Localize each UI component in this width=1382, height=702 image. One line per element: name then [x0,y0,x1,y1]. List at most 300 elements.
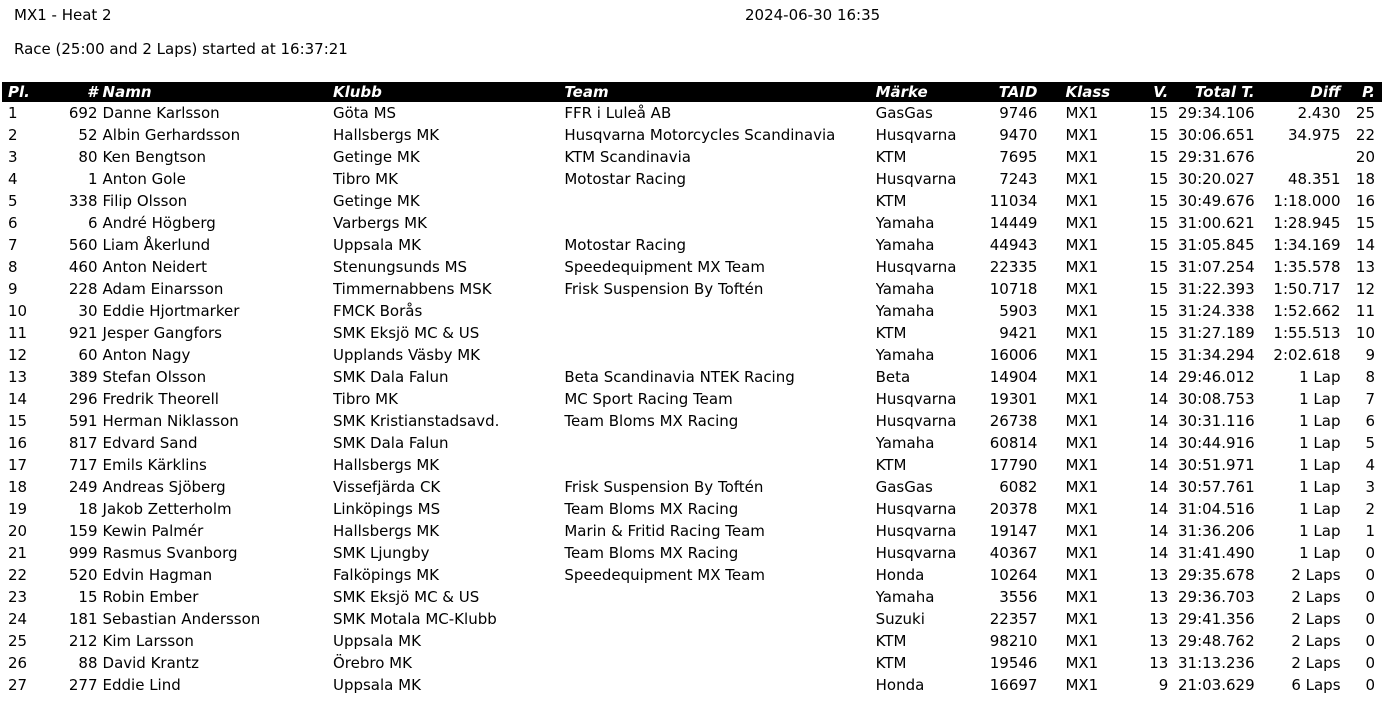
cell-pl: 23 [8,588,28,606]
cell-v: 9 [1158,676,1169,694]
cell-p: 3 [1365,478,1375,496]
cell-pl: 3 [8,148,18,166]
cell-v: 14 [1149,478,1169,496]
cell-taid: 22357 [989,610,1038,628]
cell-total: 30:06.651 [1177,126,1255,144]
cell-diff: 1:52.662 [1273,302,1341,320]
cell-diff: 2 Laps [1291,632,1341,650]
cell-total: 30:31.116 [1177,412,1255,430]
cell-p: 0 [1365,588,1375,606]
table-row [2,586,1382,608]
results-header [2,82,1382,102]
cell-marke: Beta [875,368,911,386]
cell-num: 338 [68,192,98,210]
cell-klubb: Tibro MK [332,390,398,408]
cell-v: 15 [1149,236,1169,254]
cell-team: Team Bloms MX Racing [564,500,739,518]
cell-taid: 44943 [989,236,1038,254]
cell-total: 30:20.027 [1177,170,1255,188]
cell-diff: 1:34.169 [1273,236,1341,254]
col-header-team: Team [564,82,875,102]
cell-marke: Yamaha [875,588,935,606]
cell-diff: 48.351 [1288,170,1341,188]
cell-klass: MX1 [1065,500,1099,518]
cell-klass: MX1 [1065,478,1099,496]
cell-diff: 2 Laps [1291,566,1341,584]
col-header-marke: Märke [876,82,978,102]
cell-klass: MX1 [1065,346,1099,364]
cell-taid: 10264 [989,566,1038,584]
cell-team: MC Sport Racing Team [564,390,733,408]
cell-namn: Fredrik Theorell [102,390,219,408]
cell-pl: 22 [8,566,28,584]
cell-klass: MX1 [1065,632,1099,650]
cell-diff: 1:55.513 [1273,324,1341,342]
cell-marke: Husqvarna [875,126,957,144]
cell-num: 80 [78,148,98,166]
cell-p: 14 [1355,236,1375,254]
cell-klubb: Tibro MK [332,170,398,188]
cell-namn: Andreas Sjöberg [102,478,226,496]
cell-total: 30:08.753 [1177,390,1255,408]
cell-total: 21:03.629 [1177,676,1255,694]
cell-taid: 9470 [999,126,1038,144]
cell-marke: KTM [875,632,907,650]
cell-namn: David Krantz [102,654,200,672]
cell-v: 14 [1149,434,1169,452]
cell-klass: MX1 [1065,280,1099,298]
cell-total: 31:05.845 [1177,236,1255,254]
cell-klass: MX1 [1065,214,1099,232]
cell-pl: 6 [8,214,18,232]
cell-namn: Anton Nagy [102,346,191,364]
cell-v: 13 [1149,632,1169,650]
cell-total: 29:31.676 [1177,148,1255,166]
cell-namn: Rasmus Svanborg [102,544,238,562]
cell-namn: Danne Karlsson [102,104,220,122]
cell-total: 31:13.236 [1177,654,1255,672]
cell-total: 31:00.621 [1177,214,1255,232]
cell-klubb: Uppsala MK [332,236,421,254]
cell-namn: André Högberg [102,214,216,232]
cell-num: 296 [68,390,98,408]
cell-pl: 2 [8,126,18,144]
table-row [2,674,1382,696]
cell-namn: Ken Bengtson [102,148,207,166]
col-header-v: V. [1116,82,1171,102]
cell-team [564,300,875,322]
cell-num: 30 [78,302,98,320]
cell-taid: 10718 [989,280,1038,298]
cell-taid: 19147 [989,522,1038,540]
cell-namn: Stefan Olsson [102,368,207,386]
cell-p: 25 [1355,104,1375,122]
cell-klass: MX1 [1065,412,1099,430]
cell-marke: GasGas [875,478,933,496]
cell-total: 31:24.338 [1177,302,1255,320]
cell-pl: 17 [8,456,28,474]
cell-marke: Husqvarna [875,258,957,276]
cell-p: 20 [1355,148,1375,166]
cell-namn: Anton Neidert [102,258,208,276]
table-row [2,498,1382,520]
cell-p: 16 [1355,192,1375,210]
cell-klubb: Göta MS [332,104,397,122]
cell-klass: MX1 [1065,192,1099,210]
cell-marke: Husqvarna [875,170,957,188]
cell-pl: 14 [8,390,28,408]
col-header-diff: Diff [1264,82,1344,102]
cell-klass: MX1 [1065,258,1099,276]
table-row [2,476,1382,498]
cell-marke: Honda [875,566,925,584]
cell-num: 18 [78,500,98,518]
cell-taid: 14449 [989,214,1038,232]
cell-p: 7 [1365,390,1375,408]
table-row [2,608,1382,630]
cell-marke: Husqvarna [875,544,957,562]
cell-marke: Yamaha [875,280,935,298]
cell-v: 14 [1149,500,1169,518]
cell-taid: 20378 [989,500,1038,518]
table-row [2,520,1382,542]
cell-pl: 12 [8,346,28,364]
report-datetime: 2024-06-30 16:35 [745,6,881,24]
cell-total: 31:41.490 [1177,544,1255,562]
cell-klass: MX1 [1065,654,1099,672]
table-row [2,454,1382,476]
cell-v: 14 [1149,390,1169,408]
cell-p: 4 [1365,456,1375,474]
cell-klubb: Getinge MK [332,192,420,210]
table-row [2,630,1382,652]
cell-diff: 1:28.945 [1273,214,1341,232]
cell-v: 13 [1149,588,1169,606]
table-row [2,388,1382,410]
cell-klubb: SMK Dala Falun [332,434,449,452]
cell-team: Motostar Racing [564,170,687,188]
cell-taid: 19301 [989,390,1038,408]
cell-diff [1264,146,1344,168]
cell-num: 999 [68,544,98,562]
cell-klubb: Getinge MK [332,148,420,166]
cell-v: 14 [1149,456,1169,474]
cell-num: 249 [68,478,98,496]
cell-namn: Robin Ember [102,588,199,606]
cell-total: 30:57.761 [1177,478,1255,496]
cell-p: 1 [1365,522,1375,540]
col-header-total: Total T. [1171,82,1263,102]
table-row [2,256,1382,278]
cell-num: 88 [78,654,98,672]
cell-klass: MX1 [1065,676,1099,694]
cell-namn: Kewin Palmér [102,522,204,540]
cell-klass: MX1 [1065,390,1099,408]
cell-v: 13 [1149,654,1169,672]
cell-marke: Suzuki [875,610,925,628]
cell-namn: Albin Gerhardsson [102,126,241,144]
cell-team: Beta Scandinavia NTEK Racing [564,368,795,386]
table-row [2,190,1382,212]
cell-total: 29:41.356 [1177,610,1255,628]
cell-klubb: FMCK Borås [332,302,423,320]
cell-num: 921 [68,324,98,342]
cell-klass: MX1 [1065,434,1099,452]
cell-klubb: Falköpings MK [332,566,439,584]
cell-diff: 1 Lap [1299,456,1341,474]
cell-pl: 26 [8,654,28,672]
cell-namn: Anton Gole [102,170,186,188]
cell-taid: 3556 [999,588,1038,606]
table-row [2,168,1382,190]
table-row [2,366,1382,388]
cell-marke: KTM [875,456,907,474]
cell-num: 817 [68,434,98,452]
cell-taid: 40367 [989,544,1038,562]
cell-team [564,454,875,476]
cell-marke: GasGas [875,104,933,122]
cell-v: 15 [1149,346,1169,364]
cell-v: 15 [1149,104,1169,122]
cell-marke: Husqvarna [875,390,957,408]
cell-marke: KTM [875,148,907,166]
cell-pl: 16 [8,434,28,452]
cell-num: 159 [68,522,98,540]
cell-total: 31:36.206 [1177,522,1255,540]
cell-v: 13 [1149,610,1169,628]
cell-num: 212 [68,632,98,650]
table-row [2,102,1382,124]
cell-klubb: Timmernabbens MSK [332,280,492,298]
cell-diff: 1 Lap [1299,368,1341,386]
cell-p: 6 [1365,412,1375,430]
cell-klubb: Linköpings MS [332,500,441,518]
cell-marke: Honda [875,676,925,694]
cell-klass: MX1 [1065,522,1099,540]
cell-namn: Edvin Hagman [102,566,213,584]
cell-pl: 9 [8,280,18,298]
cell-diff: 1 Lap [1299,522,1341,540]
cell-pl: 7 [8,236,18,254]
cell-pl: 20 [8,522,28,540]
cell-v: 14 [1149,522,1169,540]
cell-klass: MX1 [1065,104,1099,122]
cell-team [564,322,875,344]
cell-p: 12 [1355,280,1375,298]
cell-namn: Sebastian Andersson [102,610,261,628]
cell-taid: 6082 [999,478,1038,496]
cell-klass: MX1 [1065,588,1099,606]
cell-num: 277 [68,676,98,694]
cell-total: 29:36.703 [1177,588,1255,606]
cell-marke: Yamaha [875,302,935,320]
cell-team [564,608,875,630]
cell-diff: 1 Lap [1299,390,1341,408]
cell-diff: 1:35.578 [1273,258,1341,276]
cell-p: 8 [1365,368,1375,386]
cell-v: 15 [1149,302,1169,320]
cell-team [564,652,875,674]
cell-diff: 1 Lap [1299,478,1341,496]
cell-p: 0 [1365,654,1375,672]
cell-klubb: Hallsbergs MK [332,522,440,540]
cell-marke: KTM [875,324,907,342]
cell-num: 52 [78,126,98,144]
cell-pl: 21 [8,544,28,562]
cell-p: 18 [1355,170,1375,188]
cell-marke: Yamaha [875,434,935,452]
cell-klubb: SMK Dala Falun [332,368,449,386]
cell-namn: Jesper Gangfors [102,324,222,342]
cell-pl: 13 [8,368,28,386]
table-row [2,344,1382,366]
cell-taid: 7695 [999,148,1038,166]
cell-diff: 2:02.618 [1273,346,1341,364]
cell-diff: 1 Lap [1299,500,1341,518]
cell-v: 13 [1149,566,1169,584]
cell-klass: MX1 [1065,610,1099,628]
cell-p: 15 [1355,214,1375,232]
cell-klubb: Hallsbergs MK [332,126,440,144]
cell-namn: Adam Einarsson [102,280,224,298]
cell-klass: MX1 [1065,236,1099,254]
cell-v: 15 [1149,214,1169,232]
cell-marke: Yamaha [875,346,935,364]
cell-num: 717 [68,456,98,474]
col-header-taid: TAID [977,82,1037,102]
col-header-klass: Klass [1037,82,1116,102]
cell-klass: MX1 [1065,544,1099,562]
cell-marke: KTM [875,192,907,210]
cell-namn: Liam Åkerlund [102,236,211,254]
cell-marke: Husqvarna [875,522,957,540]
cell-p: 11 [1355,302,1375,320]
cell-taid: 9421 [999,324,1038,342]
cell-klubb: Örebro MK [332,654,412,672]
cell-diff: 6 Laps [1291,676,1341,694]
cell-team [564,190,875,212]
cell-klubb: Varbergs MK [332,214,427,232]
cell-taid: 9746 [999,104,1038,122]
cell-namn: Emils Kärklins [102,456,207,474]
cell-klass: MX1 [1065,302,1099,320]
cell-team: Marin & Fritid Racing Team [564,522,765,540]
table-row [2,300,1382,322]
cell-klubb: SMK Eksjö MC & US [332,324,480,342]
cell-marke: KTM [875,654,907,672]
cell-total: 29:46.012 [1177,368,1255,386]
cell-team [564,212,875,234]
cell-pl: 27 [8,676,28,694]
cell-team: Husqvarna Motorcycles Scandinavia [564,126,836,144]
cell-num: 181 [68,610,98,628]
cell-pl: 5 [8,192,18,210]
cell-v: 15 [1149,148,1169,166]
cell-namn: Kim Larsson [102,632,194,650]
cell-total: 30:49.676 [1177,192,1255,210]
cell-total: 29:48.762 [1177,632,1255,650]
cell-taid: 22335 [989,258,1038,276]
cell-klass: MX1 [1065,456,1099,474]
cell-total: 30:44.916 [1177,434,1255,452]
cell-diff: 1:50.717 [1273,280,1341,298]
cell-pl: 10 [8,302,28,320]
cell-p: 0 [1365,544,1375,562]
cell-team: Frisk Suspension By Toftén [564,280,764,298]
cell-num: 560 [68,236,98,254]
cell-marke: Yamaha [875,236,935,254]
cell-taid: 26738 [989,412,1038,430]
results-table [2,82,1382,696]
cell-team: Speedequipment MX Team [564,258,765,276]
cell-team [564,674,875,696]
cell-diff: 2.430 [1297,104,1341,122]
cell-total: 31:04.516 [1177,500,1255,518]
cell-namn: Eddie Hjortmarker [102,302,240,320]
cell-p: 10 [1355,324,1375,342]
table-row [2,322,1382,344]
cell-taid: 5903 [999,302,1038,320]
cell-taid: 16697 [989,676,1038,694]
cell-diff: 2 Laps [1291,588,1341,606]
cell-num: 15 [78,588,98,606]
cell-klass: MX1 [1065,324,1099,342]
race-info: Race (25:00 and 2 Laps) started at 16:37:21 [14,40,348,58]
cell-num: 228 [68,280,98,298]
table-row [2,124,1382,146]
cell-klubb: Stenungsunds MS [332,258,468,276]
cell-namn: Herman Niklasson [102,412,239,430]
cell-pl: 4 [8,170,18,188]
cell-v: 15 [1149,170,1169,188]
cell-team: Frisk Suspension By Toftén [564,478,764,496]
cell-total: 31:27.189 [1177,324,1255,342]
cell-namn: Jakob Zetterholm [102,500,232,518]
cell-team: Team Bloms MX Racing [564,544,739,562]
cell-diff: 1:18.000 [1273,192,1341,210]
cell-marke: Husqvarna [875,412,957,430]
cell-team: Motostar Racing [564,236,687,254]
cell-p: 0 [1365,610,1375,628]
table-row [2,410,1382,432]
cell-p: 0 [1365,566,1375,584]
table-row [2,278,1382,300]
col-header-klubb: Klubb [333,82,564,102]
cell-team: KTM Scandinavia [564,148,691,166]
cell-klubb: Hallsbergs MK [332,456,440,474]
col-header-namn: Namn [100,82,333,102]
cell-klubb: SMK Eksjö MC & US [332,588,480,606]
cell-p: 0 [1365,676,1375,694]
cell-klass: MX1 [1065,566,1099,584]
cell-taid: 11034 [989,192,1038,210]
cell-klubb: Uppsala MK [332,676,421,694]
cell-pl: 1 [8,104,18,122]
page-title: MX1 - Heat 2 [14,6,112,24]
cell-v: 14 [1149,368,1169,386]
table-row [2,212,1382,234]
table-row [2,564,1382,586]
cell-team: Speedequipment MX Team [564,566,765,584]
cell-p: 5 [1365,434,1375,452]
table-row [2,652,1382,674]
cell-diff: 2 Laps [1291,654,1341,672]
cell-num: 692 [68,104,98,122]
cell-taid: 7243 [999,170,1038,188]
cell-num: 389 [68,368,98,386]
cell-p: 0 [1365,632,1375,650]
cell-taid: 17790 [989,456,1038,474]
